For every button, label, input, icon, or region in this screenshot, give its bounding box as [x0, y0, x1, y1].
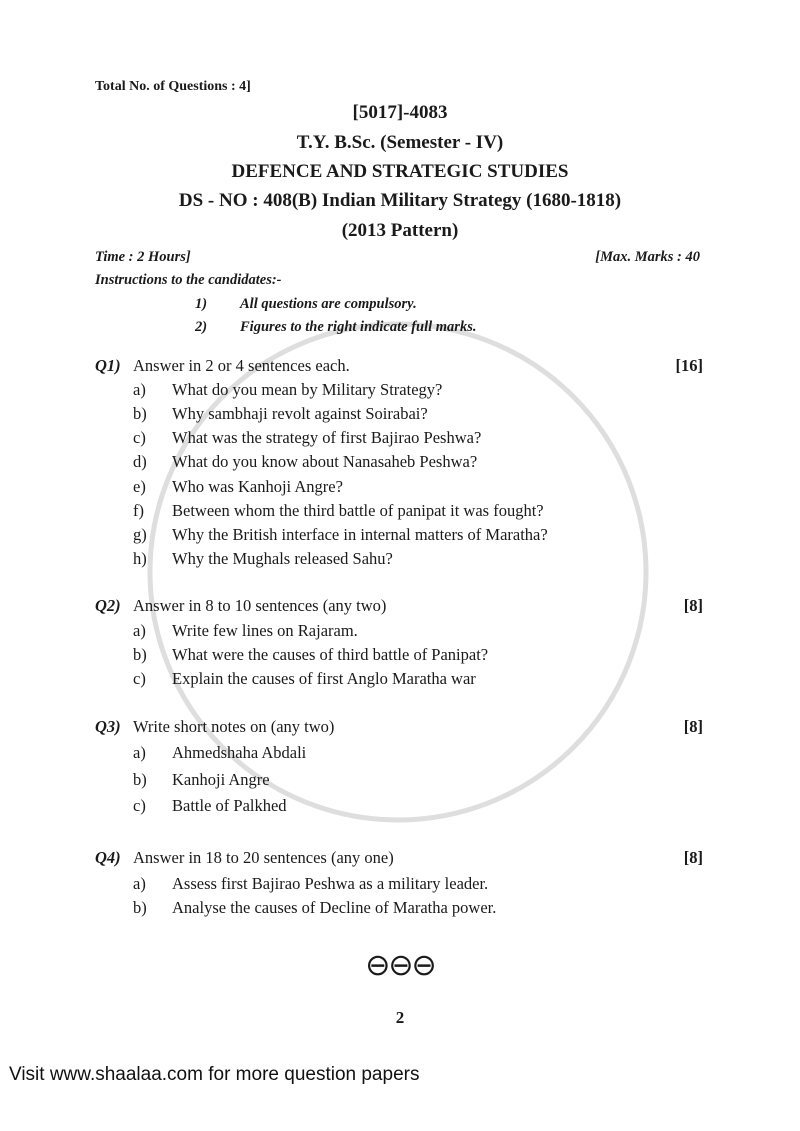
question-item-text: Ahmedshaha Abdali	[172, 743, 307, 762]
page-number: 2	[395, 1008, 405, 1027]
question-item-text: Analyse the causes of Decline of Maratha power.	[172, 898, 497, 917]
question-instruction: Answer in 2 or 4 sentences each.	[133, 356, 350, 375]
question-label: Q1)	[95, 356, 121, 375]
course-title: T.Y. B.Sc. (Semester - IV)	[296, 132, 504, 153]
time: Time : 2 Hours]	[95, 249, 191, 265]
question-item-letter: a)	[133, 874, 146, 893]
question-instruction: Answer in 18 to 20 sentences (any one)	[133, 848, 394, 867]
question-item-text: What was the strategy of first Bajirao Peshwa?	[172, 428, 482, 447]
question-item-letter: a)	[133, 743, 146, 762]
question-label: Q3)	[95, 717, 121, 736]
question-item-text: What do you mean by Military Strategy?	[172, 380, 443, 399]
instruction-text: Figures to the right indicate full marks.	[240, 319, 477, 335]
question-marks: [16]	[675, 356, 703, 375]
question-item-text: Write few lines on Rajaram.	[172, 621, 358, 640]
question-marks: [8]	[683, 848, 703, 867]
pattern: (2013 Pattern)	[341, 220, 459, 241]
total-questions: Total No. of Questions : 4]	[95, 79, 251, 94]
question-item-letter: a)	[133, 621, 146, 640]
question-item-letter: a)	[133, 380, 146, 399]
question-item-text: Why sambhaji revolt against Soirabai?	[172, 404, 428, 423]
paper-code: [5017]-4083	[352, 102, 448, 123]
question-item-letter: b)	[133, 898, 147, 917]
question-item-letter: e)	[133, 477, 146, 496]
footer-link-text: Visit www.shaalaa.com for more question papers	[9, 1064, 420, 1085]
question-label: Q4)	[95, 848, 121, 867]
question-item-text: Battle of Palkhed	[172, 796, 287, 815]
question-instruction: Answer in 8 to 10 sentences (any two)	[133, 596, 387, 615]
question-item-text: Why the Mughals released Sahu?	[172, 549, 393, 568]
question-item-text: Assess first Bajirao Peshwa as a military leader.	[172, 874, 489, 893]
max-marks: [Max. Marks : 40	[595, 249, 700, 265]
instruction-number: 1)	[195, 296, 208, 312]
question-item-letter: b)	[133, 770, 147, 789]
question-item-text: Why the British interface in internal matters of Maratha?	[172, 525, 548, 544]
paper-title: DS - NO : 408(B) Indian Military Strategy (1680-1818)	[178, 190, 622, 211]
instruction-text: All questions are compulsory.	[240, 296, 417, 312]
question-item-text: Kanhoji Angre	[172, 770, 270, 789]
instruction-number: 2)	[195, 319, 208, 335]
question-item-text: Who was Kanhoji Angre?	[172, 477, 343, 496]
subject-title: DEFENCE AND STRATEGIC STUDIES	[231, 161, 569, 182]
question-label: Q2)	[95, 596, 121, 615]
question-item-letter: c)	[133, 428, 146, 447]
question-marks: [8]	[683, 717, 703, 736]
question-marks: [8]	[683, 596, 703, 615]
instructions-title: Instructions to the candidates:-	[95, 272, 282, 288]
question-item-text: What were the causes of third battle of Panipat?	[172, 645, 489, 664]
question-item-text: Between whom the third battle of panipat it was fought?	[172, 501, 544, 520]
question-item-letter: f)	[133, 501, 144, 520]
question-item-letter: c)	[133, 669, 146, 688]
question-item-text: What do you know about Nanasaheb Peshwa?	[172, 452, 478, 471]
question-item-letter: c)	[133, 796, 146, 815]
end-symbols: ⊖⊖⊖	[365, 949, 435, 982]
question-item-letter: b)	[133, 645, 147, 664]
question-item-letter: h)	[133, 549, 147, 568]
question-item-letter: b)	[133, 404, 147, 423]
question-item-letter: g)	[133, 525, 147, 544]
question-item-text: Explain the causes of first Anglo Maratha war	[172, 669, 476, 688]
question-instruction: Write short notes on (any two)	[133, 717, 335, 736]
question-item-letter: d)	[133, 452, 147, 471]
